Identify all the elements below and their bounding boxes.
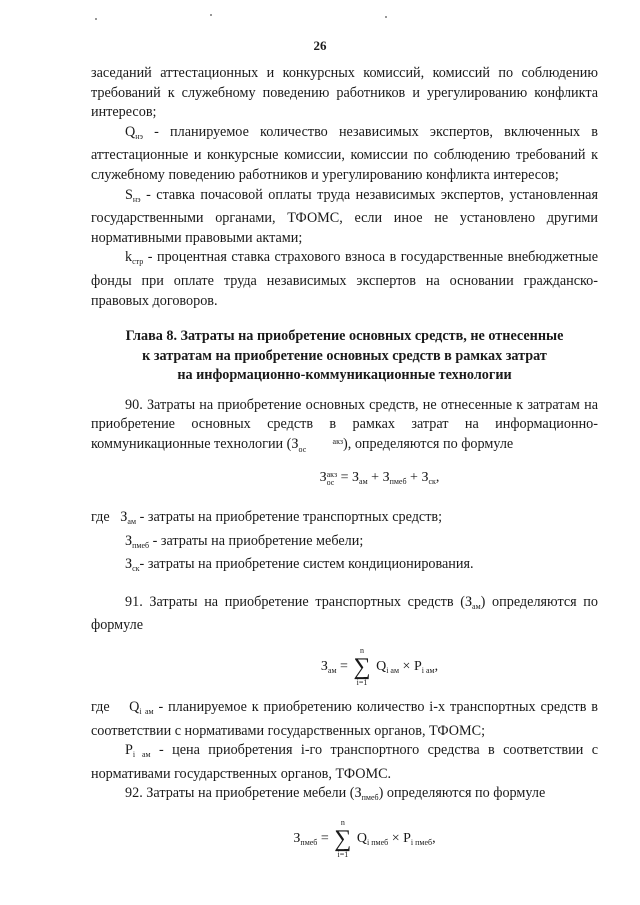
definition-text: - планируемое количество независимых экспертов, включенных в аттестационные и конкурсные комиссии, комиссии по соблюдению требований к служебному поведению работников и урегулированию конфликта интересов; bbox=[91, 123, 598, 183]
definition-z-am: где $З_{ам}$ - затраты на приобретение транспортных средств; bbox=[91, 509, 443, 526]
definition-s-ne bbox=[91, 186, 598, 249]
scan-speck bbox=[385, 16, 387, 18]
definition-text: - процентная ставка страхового взноса в государственные внебюджетные фонды при оплате труда независимых экспертов на основании гражданско-правовых договоров. bbox=[91, 249, 599, 309]
symbol-k: $k_{стр}$ bbox=[125, 249, 144, 267]
symbol-q: $Q_{нэ}$ bbox=[125, 123, 143, 141]
paragraph-91: 91. Затраты на приобретение транспортных средств $(З_{ам})$ определяются по формуле bbox=[91, 593, 598, 634]
sum-operator: n ∑ i=1 bbox=[353, 645, 371, 687]
sum-operator: n ∑ i=1 bbox=[334, 817, 352, 859]
definition-k-str bbox=[91, 248, 598, 311]
where-block-1 bbox=[91, 508, 598, 579]
symbol-z-akz-os: З акз ос bbox=[291, 435, 344, 454]
scan-speck bbox=[210, 14, 212, 16]
formula-transport: $З_{ам}$ = n ∑ i=1 $Q_{i ам} \times P_{i ам}$, bbox=[320, 645, 439, 687]
scan-speck bbox=[95, 18, 97, 20]
formula-furniture: $З_{пмеб}$ = n ∑ i=1 $Q_{i пмеб} \times P_{i пмеб}$, bbox=[293, 817, 436, 859]
symbol-s: $S_{нэ}$ bbox=[125, 186, 141, 204]
definition-z-pmeb: $З_{пмеб}$ - затраты на приобретение мебели; bbox=[125, 532, 364, 550]
document-body bbox=[91, 64, 598, 870]
paragraph-continuation: заседаний аттестационных и конкурсных комиссий, комиссий по соблюдению требований к служебному поведению работников и урегулированию конфликта интересов; bbox=[91, 65, 598, 121]
paragraph-90: 90. Затраты на приобретение основных средств, не отнесенные к затратам на приобретение основных средств в рамках затрат на информационно-коммуникационные технологии (З акз ос ), определяются по формуле bbox=[91, 396, 598, 454]
chapter-heading: Глава 8. Затраты на приобретение основных средств, не отнесенные к затратам на приобретение основных средств в рамках затрат на информационно-коммуникационные технологии bbox=[125, 328, 564, 384]
definition-z-sk: $З_{ск}-$ затраты на приобретение систем кондиционирования. bbox=[125, 556, 474, 574]
definition-text: - ставка почасовой оплаты труда независимых экспертов, установленная государственными органами, ТФОМС, если иное не установлено другими нормативными правовыми актами; bbox=[91, 186, 599, 246]
definition-q-am: где $Q_{i ам}$ - планируемое к приобретению количество i-х транспортных средств в соответствии с нормативами государственных органов, ТФОМС; bbox=[91, 698, 598, 739]
definition-p-am: $P_{i ам}$ - цена приобретения i-го транспортного средства в соответствии с нормативами государственных органов, ТФОМС. bbox=[91, 742, 598, 782]
paragraph-92: 92. Затраты на приобретение мебели $(З_{пмеб})$ определяются по формуле bbox=[125, 785, 546, 803]
definition-q-ne bbox=[91, 123, 598, 186]
where-block-2 bbox=[91, 698, 598, 784]
page-number: 26 bbox=[313, 38, 327, 53]
formula-total-fixed-assets: Закз ос = $З_{ам} + З_{пмеб} + З_{ск}$, bbox=[319, 470, 440, 488]
